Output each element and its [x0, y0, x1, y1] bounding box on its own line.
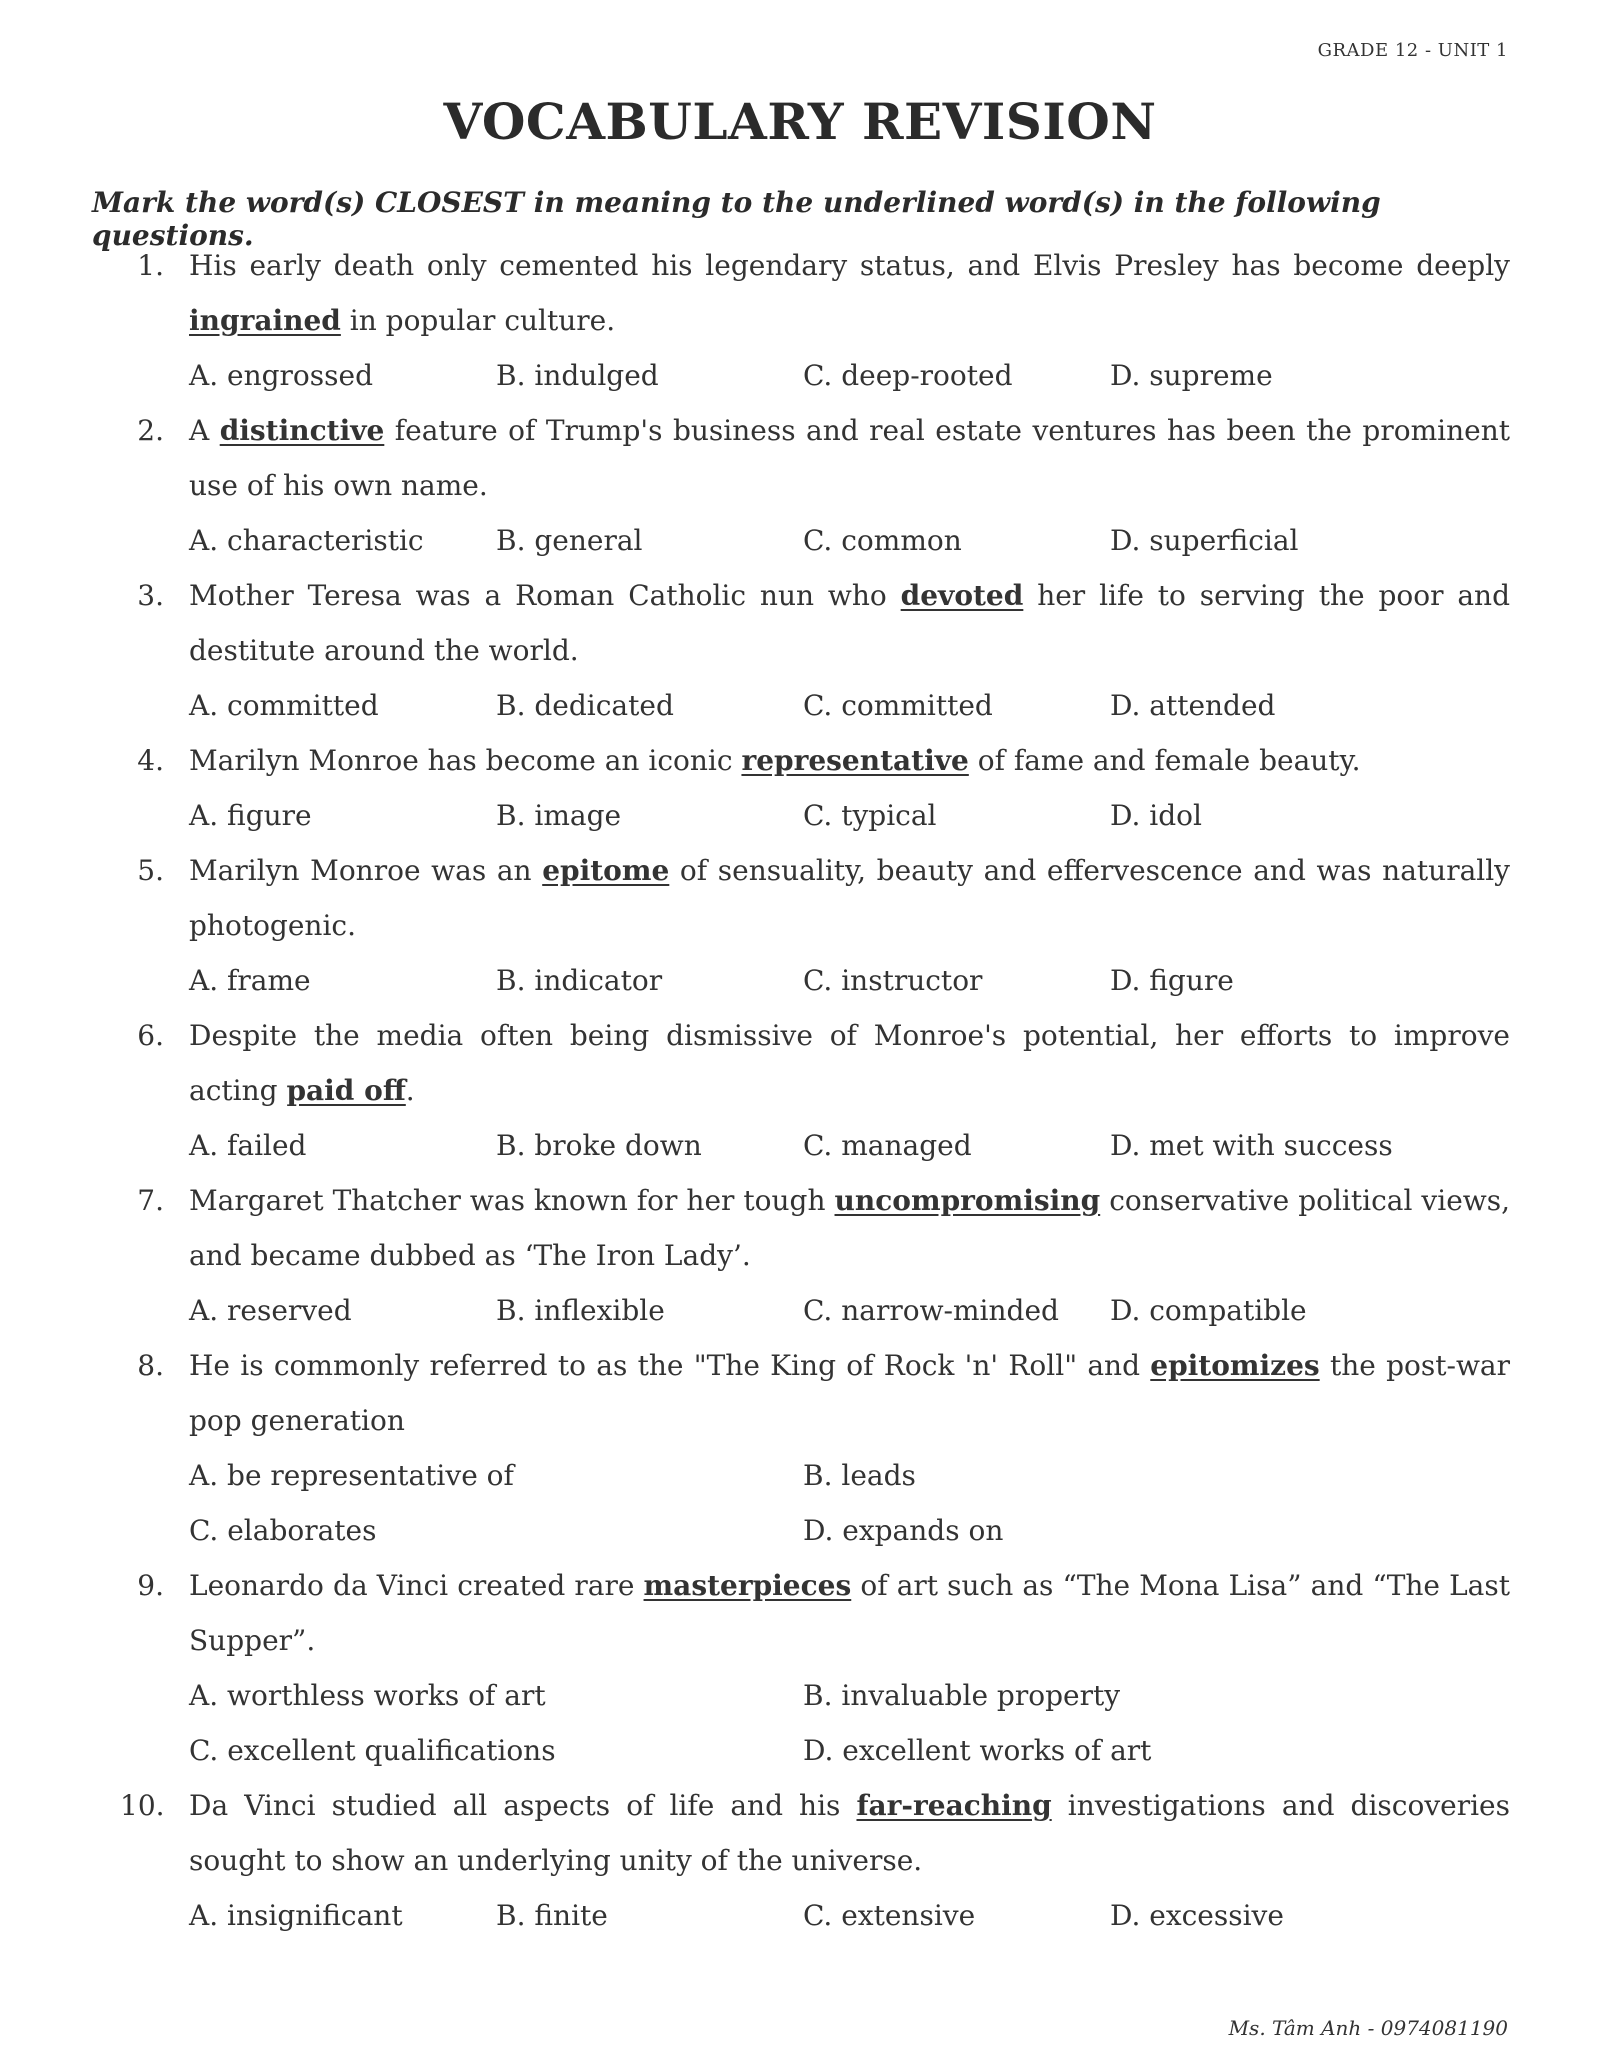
question-list — [0, 238, 1600, 1943]
option-b[interactable]: B. indulged — [496, 359, 659, 392]
page-title: VOCABULARY REVISION — [443, 92, 1157, 151]
option-b[interactable]: B. broke down — [496, 1129, 702, 1162]
option-c[interactable]: C. instructor — [803, 964, 983, 997]
option-b[interactable]: B. invaluable property — [803, 1679, 1121, 1712]
option-c[interactable]: C. elaborates — [189, 1514, 377, 1547]
options — [189, 1888, 1510, 1943]
options — [189, 1668, 1510, 1723]
footer-author: Ms. Tâm Anh - 0974081190 — [1228, 2016, 1508, 2040]
options — [189, 513, 1510, 568]
underlined-word: epitome — [542, 854, 670, 887]
question-number: 8. — [137, 1349, 164, 1382]
option-d[interactable]: D. figure — [1110, 964, 1234, 997]
option-c[interactable]: C. common — [803, 524, 962, 557]
question-8 — [0, 1338, 1600, 1558]
question-2 — [0, 403, 1600, 568]
option-d[interactable]: D. supreme — [1110, 359, 1273, 392]
option-c[interactable]: C. deep-rooted — [803, 359, 1013, 392]
question-text: A distinctive feature of Trump's business and real estate ventures has been the prominent use of his own name. — [189, 414, 1510, 502]
options — [189, 348, 1510, 403]
underlined-word: paid off — [286, 1074, 406, 1107]
question-text: Despite the media often being dismissive of Monroe's potential, her efforts to improve acting paid off. — [189, 1019, 1510, 1107]
option-d[interactable]: D. superficial — [1110, 524, 1299, 557]
question-text: He is commonly referred to as the "The King of Rock 'n' Roll" and epitomizes the post-war pop generation — [189, 1349, 1510, 1437]
underlined-word: epitomizes — [1150, 1349, 1320, 1382]
option-d[interactable]: D. idol — [1110, 799, 1202, 832]
options — [189, 1448, 1510, 1503]
option-d[interactable]: D. excessive — [1110, 1899, 1284, 1932]
option-a[interactable]: A. committed — [189, 689, 379, 722]
question-number: 4. — [137, 744, 164, 777]
question-number: 3. — [137, 579, 164, 612]
question-number: 7. — [137, 1184, 164, 1217]
option-b[interactable]: B. leads — [803, 1459, 916, 1492]
question-text: His early death only cemented his legendary status, and Elvis Presley has become deeply ingrained in popular culture. — [189, 249, 1510, 337]
option-b[interactable]: B. indicator — [496, 964, 663, 997]
question-number: 10. — [120, 1789, 165, 1822]
options — [189, 1503, 1510, 1558]
option-d[interactable]: D. compatible — [1110, 1294, 1307, 1327]
option-a[interactable]: A. frame — [189, 964, 311, 997]
question-10 — [0, 1778, 1600, 1943]
option-a[interactable]: A. engrossed — [189, 359, 374, 392]
options — [189, 953, 1510, 1008]
option-d[interactable]: D. met with success — [1110, 1129, 1393, 1162]
options — [189, 678, 1510, 733]
option-a[interactable]: A. reserved — [189, 1294, 352, 1327]
question-1 — [0, 238, 1600, 403]
question-number: 1. — [137, 249, 164, 282]
question-text: Mother Teresa was a Roman Catholic nun who devoted her life to serving the poor and destitute around the world. — [189, 579, 1511, 667]
question-4 — [0, 733, 1600, 843]
underlined-word: masterpieces — [643, 1569, 852, 1602]
question-text: Margaret Thatcher was known for her tough uncompromising conservative political views, and became dubbed as ‘The Iron Lady’. — [189, 1184, 1511, 1272]
question-5 — [0, 843, 1600, 1008]
option-b[interactable]: B. image — [496, 799, 622, 832]
options — [189, 1723, 1510, 1778]
question-number: 2. — [137, 414, 164, 447]
question-9 — [0, 1558, 1600, 1778]
option-b[interactable]: B. inflexible — [496, 1294, 665, 1327]
question-6 — [0, 1008, 1600, 1173]
underlined-word: representative — [741, 744, 969, 777]
question-number: 6. — [137, 1019, 164, 1052]
question-text: Da Vinci studied all aspects of life and his far-reaching investigations and discoveries sought to show an underlying unity of the universe. — [189, 1789, 1510, 1877]
underlined-word: devoted — [900, 579, 1024, 612]
option-a[interactable]: A. be representative of — [189, 1459, 514, 1492]
option-a[interactable]: A. failed — [189, 1129, 307, 1162]
option-c[interactable]: C. committed — [803, 689, 993, 722]
header-tag: GRADE 12 - UNIT 1 — [1317, 40, 1508, 61]
underlined-word: ingrained — [189, 304, 341, 337]
option-b[interactable]: B. general — [496, 524, 643, 557]
underlined-word: uncompromising — [834, 1184, 1101, 1217]
underlined-word: distinctive — [219, 414, 385, 447]
option-c[interactable]: C. extensive — [803, 1899, 976, 1932]
option-a[interactable]: A. characteristic — [189, 524, 424, 557]
option-a[interactable]: A. figure — [189, 799, 312, 832]
question-number: 9. — [137, 1569, 164, 1602]
option-d[interactable]: D. attended — [1110, 689, 1276, 722]
options — [189, 788, 1510, 843]
question-number: 5. — [137, 854, 164, 887]
option-c[interactable]: C. typical — [803, 799, 937, 832]
question-text: Marilyn Monroe was an epitome of sensuality, beauty and effervescence and was naturally photogenic. — [189, 854, 1510, 942]
question-3 — [0, 568, 1600, 733]
option-c[interactable]: C. managed — [803, 1129, 972, 1162]
option-a[interactable]: A. insignificant — [189, 1899, 403, 1932]
option-d[interactable]: D. excellent works of art — [803, 1734, 1152, 1767]
options — [189, 1283, 1510, 1338]
underlined-word: far-reaching — [856, 1789, 1052, 1822]
option-d[interactable]: D. expands on — [803, 1514, 1004, 1547]
question-text: Leonardo da Vinci created rare masterpieces of art such as “The Mona Lisa” and “The Last Supper”. — [189, 1569, 1510, 1657]
option-b[interactable]: B. dedicated — [496, 689, 674, 722]
option-b[interactable]: B. finite — [496, 1899, 608, 1932]
instruction: Mark the word(s) CLOSEST in meaning to the underlined word(s) in the following questions. — [92, 186, 1381, 252]
question-7 — [0, 1173, 1600, 1338]
options — [189, 1118, 1510, 1173]
question-text: Marilyn Monroe has become an iconic representative of fame and female beauty. — [189, 744, 1361, 777]
option-c[interactable]: C. excellent qualifications — [189, 1734, 556, 1767]
option-a[interactable]: A. worthless works of art — [189, 1679, 546, 1712]
option-c[interactable]: C. narrow-minded — [803, 1294, 1059, 1327]
